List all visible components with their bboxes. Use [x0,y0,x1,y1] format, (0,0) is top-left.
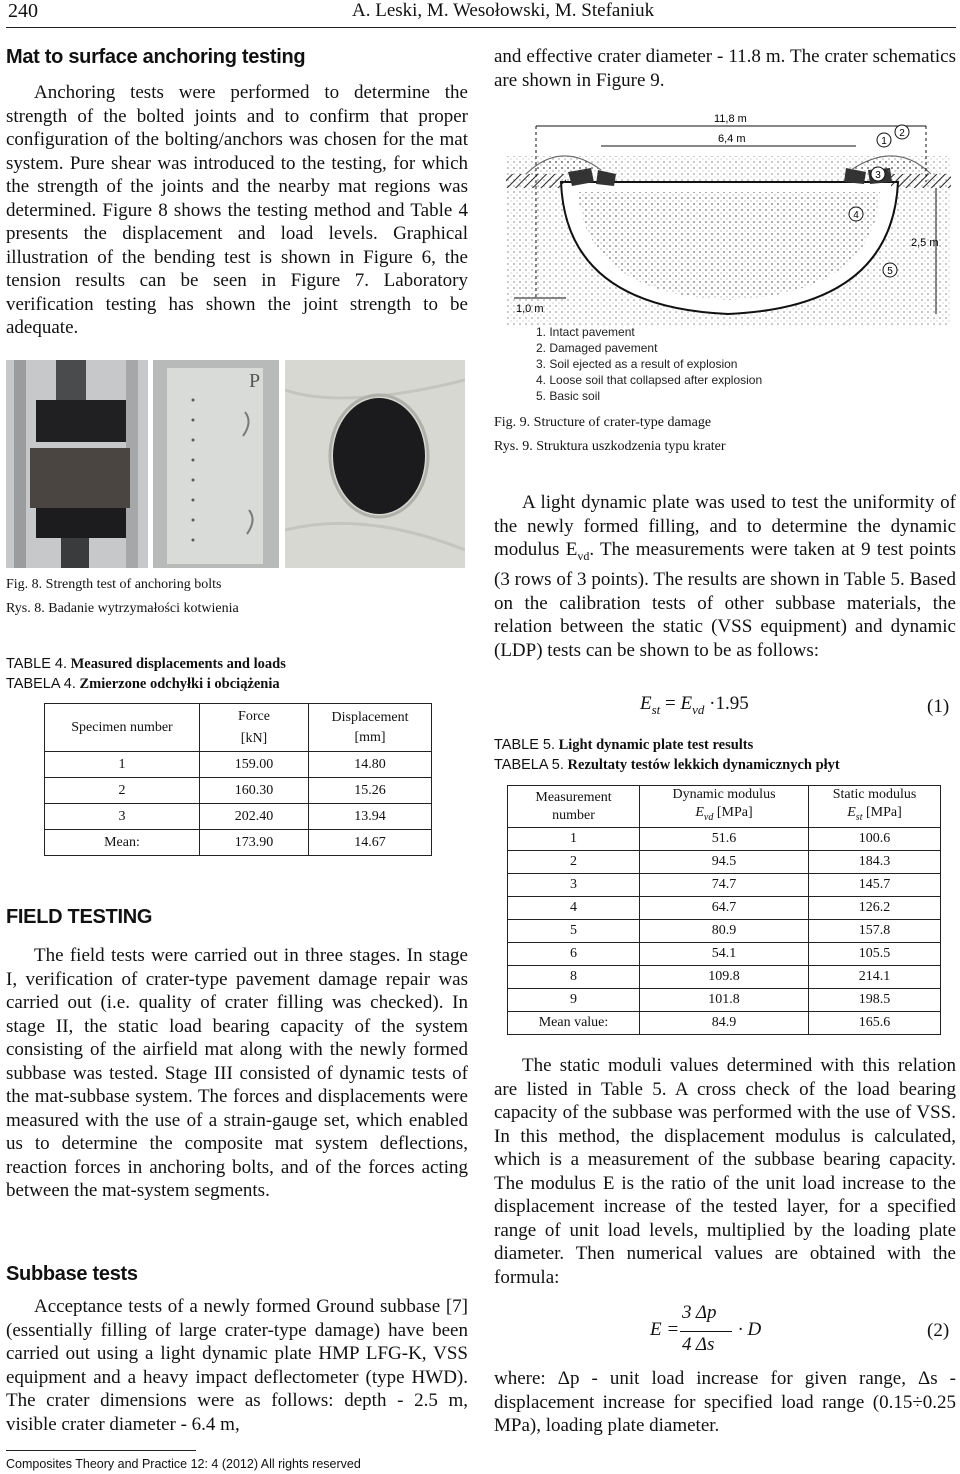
table4-header-specimen: Specimen number [45,704,200,752]
table4-cell: 160.30 [200,778,309,804]
header-rule [6,27,956,28]
paragraph-subbase: Acceptance tests of a newly formed Ground subbase [7] (essentially filling of large crater-type damage) have been carried out using a light dynamic plate HMP LFG-K, VSS equipment and a heavy impact deflectometer (type HWD). The crater dimensions were as follows: depth - 2.5 m, visible crater diameter - 6.4 m, [6,1296,468,1435]
table5-header-static-label: Static modulus [832,787,917,803]
table5-cell: 74.7 [640,874,809,897]
section-heading-field: FIELD TESTING [6,906,153,928]
table5-header-measurement [508,786,640,828]
table5-row [508,874,941,897]
table5-row [508,851,941,874]
dim-label: 11,8 m [714,113,747,125]
formula2-fraction-bar [680,1331,732,1332]
table5-cell: 84.9 [640,1012,809,1035]
formula2-lhs: E = [650,1319,680,1340]
table4-cell: 14.80 [309,752,432,778]
table5-row [508,828,941,851]
table5-row [508,897,941,920]
table5-label-pl: TABELA 5. [494,757,564,773]
marker-label: 2 [899,128,905,139]
dim-label: 2,5 m [911,237,939,249]
table5-row [508,920,941,943]
formula-2 [650,1302,790,1362]
paragraph-static-moduli: The static moduli values determined with this relation are listed in Table 5. A cross check of the load bearing capacity of the subbase was performed with the use of VSS. In this method, the displacement modulus is calculated, which is a measurement of the subbase bearing capacity. The modulus E is the ratio of the unit load increase to the displacement increase of the tested layer, for a specified range of unit load levels, multiplied by the loading plate diameter. Then numerical values are obtained with the formula: [494,1055,956,1288]
table5-title-en: Light dynamic plate test results [558,737,754,753]
intact-pavement-right [891,174,951,188]
section-heading-mat: Mat to surface anchoring testing [6,46,306,68]
table5-cell: 184.3 [809,851,941,874]
table5-cell: Mean value: [508,1012,640,1035]
table5-cell: 157.8 [809,920,941,943]
fig9-caption-pl: Rys. 9. Struktura uszkodzenia typu krater [494,439,726,454]
table5-cell: 8 [508,966,640,989]
table4-cell: 3 [45,804,200,830]
table5-header-dynamic-label: Dynamic modulus [672,787,776,803]
formula1-lhs: E [640,693,652,714]
formula2-den: 4 Δs [682,1334,715,1355]
table5-row [508,989,941,1012]
formula2-number: (2) [927,1320,950,1341]
table5-cell: 9 [508,989,640,1012]
paragraph-field: The field tests were carried out in three stages. In stage I, verification of crater-type pavement damage repair was carried out (i.e. quality of crater filling was checked). In stage II, the static load bearing capacity of the system consisting of the airfield mat along with the newly formed subbase was tested. Stage III consisted of dynamic tests of the mat-subbase system. The forces and displacements were measured with the use of a strain-gauge set, which enabled us to determine the composite mat system deflections, reaction forces in anchoring bolts, and of the forces acting between the mat-system segments. [6,945,468,1201]
table4 [44,703,432,856]
table4-cell: 14.67 [309,830,432,856]
plate-letter: P [249,370,261,392]
table4-caption-pl [6,675,280,693]
fig9-legend-item: 5. Basic soil [536,389,601,402]
dim-label: 6,4 m [718,133,746,145]
table5-header-static [809,786,941,828]
table5-cell: 1 [508,828,640,851]
fig8-photo-machine [6,360,148,568]
table5-row [508,943,941,966]
section-heading-subbase: Subbase tests [6,1263,138,1285]
table5-cell: 51.6 [640,828,809,851]
table5-cell: 6 [508,943,640,966]
table4-header-force [200,704,309,752]
table5-cell: 198.5 [809,989,941,1012]
table5-cell: 54.1 [640,943,809,966]
table5-cell: 126.2 [809,897,941,920]
table4-cell: 202.40 [200,804,309,830]
table5-cell: 145.7 [809,874,941,897]
table5-title-pl: Rezultaty testów lekkich dynamicznych płyt [567,757,840,773]
table4-header-displacement-label: Displacement [331,709,409,725]
table5-cell: 101.8 [640,989,809,1012]
paragraph-light-plate [494,491,956,662]
fig9-caption-en: Fig. 9. Structure of crater-type damage [494,415,712,430]
table4-header-force-unit: [kN] [240,730,268,746]
table4-cell: 1 [45,752,200,778]
table5-caption-en [494,736,753,754]
paragraph-where: where: Δp - unit load increase for given range, Δs - displacement increase for specified load range (0.15÷0.25 MPa), loading plate diameter. [494,1368,956,1436]
paragraph-sub-vd: vd [577,548,590,563]
table4-cell: 13.94 [309,804,432,830]
table4-title-pl: Zmierzone odchyłki i obciążenia [79,676,280,692]
table5-cell: 2 [508,851,640,874]
fig8-caption-pl: Rys. 8. Badanie wytrzymałości kotwienia [6,601,239,616]
page-number: 240 [8,0,38,22]
table4-cell: 15.26 [309,778,432,804]
marker-label: 1 [881,136,887,147]
formula1-rhs: E [680,693,693,714]
table5-cell: 165.6 [809,1012,941,1035]
table5-cell: 94.5 [640,851,809,874]
table5-label-en: TABLE 5. [494,737,555,753]
marker-label: 3 [875,170,881,181]
fig9-svg [506,112,951,402]
table5-cell: 109.8 [640,966,809,989]
table5-header-static-unit: $E_{st}$ [MPa] [847,805,902,823]
table5-header-measurement-1: Measurement [535,789,612,805]
table5-cell: 80.9 [640,920,809,943]
table5-cell: 3 [508,874,640,897]
running-header: A. Leski, M. Wesołowski, M. Stefaniuk [352,0,655,21]
table5-cell: 105.5 [809,943,941,966]
paragraph-crater-dims: and effective crater diameter - 11.8 m. The crater schematics are shown in Figure 9. [494,46,956,91]
table5-cell: 64.7 [640,897,809,920]
table5-caption-pl [494,756,840,774]
fig9-legend-item: 4. Loose soil that collapsed after explosion [536,373,763,387]
formula1-lhs-sub: st [651,701,661,717]
table4-row [45,804,432,830]
paragraph-mat: Anchoring tests were performed to determine the strength of the bolted joints and to confirm that proper configuration of the bolting/anchors was chosen for the mat system. Pure shear was introduced to the testing, for which the strength of the joints and the nearby mat regions was determined. Figure 8 shows the testing method and Table 4 presents the displacement and load levels. Graphical illustration of the bending test is shown in Figure 6, the tension results can be seen in Figure 7. Laboratory verification testing has shown the joint strength to be adequate. [6,82,468,338]
footer-text: Composites Theory and Practice 12: 4 (2012) All rights reserved [6,1457,361,1471]
formula1-number: (1) [927,696,950,717]
footer-rule [6,1450,196,1451]
marker-label: 5 [887,266,893,277]
table5 [507,785,941,1035]
fig8-photo-hole [285,360,465,568]
table4-row [45,830,432,856]
fig9-legend-item: 2. Damaged pavement [536,341,658,355]
table4-header-displacement-unit: [mm] [354,729,386,745]
formula-1: $E_{st} = E_{vd} \cdot 1.95$ [640,693,749,717]
fig9-legend-item: 3. Soil ejected as a result of explosion [536,357,738,371]
fig9-legend-item: 1. Intact pavement [536,325,635,339]
marker-label: 4 [853,210,859,221]
table5-cell: 100.6 [809,828,941,851]
table5-row [508,1012,941,1035]
table4-row [45,778,432,804]
table4-label-en: TABLE 4. [6,656,67,672]
table4-cell: 173.90 [200,830,309,856]
table4-header-force-label: Force [238,708,270,724]
table4-cell: 2 [45,778,200,804]
fig9-diagram [506,112,951,402]
table4-header-displacement [309,704,432,752]
table5-cell: 4 [508,897,640,920]
table5-cell: 214.1 [809,966,941,989]
formula2-num: 3 Δp [682,1302,717,1323]
formula1-rhs-sub: vd [692,701,705,717]
dim-label: 1,0 m [516,303,544,315]
fig8-caption-en: Fig. 8. Strength test of anchoring bolts [6,577,222,592]
formula1-factor: ·1.95 [709,693,749,714]
fig8-photo-plate [153,360,279,568]
table4-cell: Mean: [45,830,200,856]
table5-header-dynamic-unit: $E_{vd}$ [MPa] [695,805,753,823]
table5-cell: 5 [508,920,640,943]
table4-row [45,752,432,778]
table5-header-measurement-2: number [552,807,595,823]
table5-header-dynamic [640,786,809,828]
table4-label-pl: TABELA 4. [6,676,76,692]
table4-title-en: Measured displacements and loads [70,656,286,672]
table4-cell: 159.00 [200,752,309,778]
formula2-tail: · D [738,1319,762,1340]
table4-caption-en [6,655,286,673]
paragraph-light-plate-a: A light dynamic plate was used to test the uniformity of the newly formed filling, and to determine the dynamic modulus E [494,492,956,560]
table5-row [508,966,941,989]
paragraph-light-plate-b: . The measurements were taken at 9 test points (3 rows of 3 points). The results are shown in Table 5. Based on the calibration tests of other subbase materials, the relation between the static (VSS equipment) and dynamic (LDP) tests can be shown to be as follows: [494,539,956,661]
